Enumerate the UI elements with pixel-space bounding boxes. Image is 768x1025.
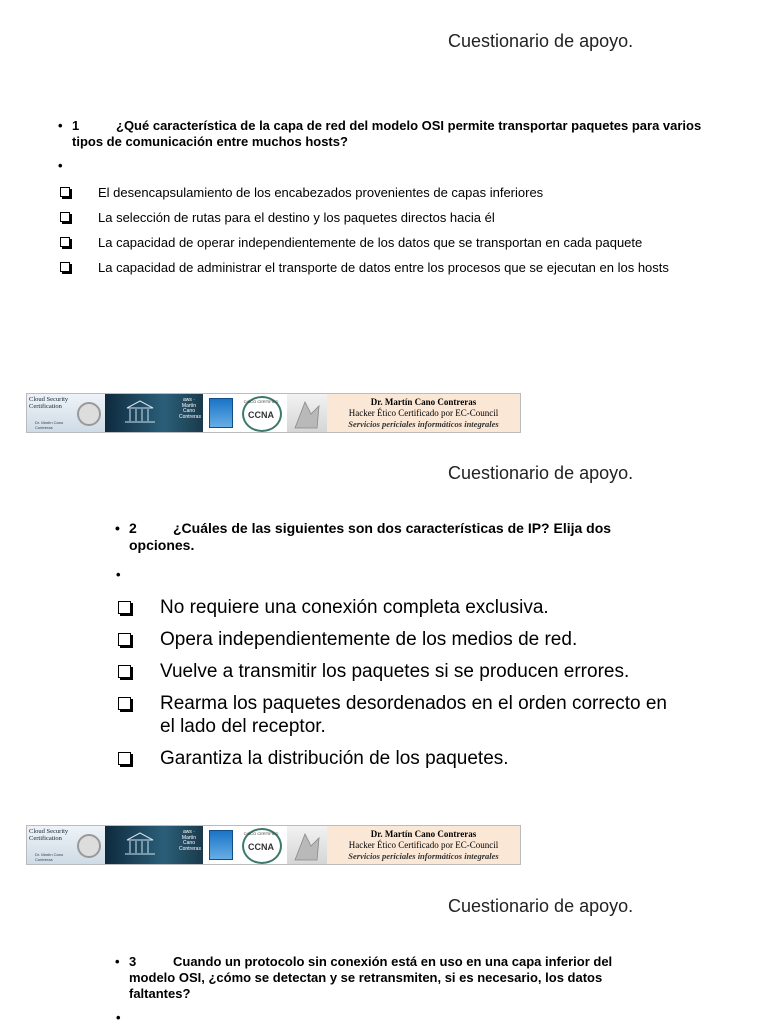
slide-title: Cuestionario de apoyo. (448, 31, 634, 51)
question-number: 2 (129, 520, 137, 536)
cert-name: Dr. Martín Cano (35, 852, 64, 857)
cert-badge (203, 826, 239, 864)
bullet: • (58, 118, 63, 133)
wizard-image (287, 394, 327, 432)
ccna-text: CCNA (248, 410, 274, 420)
slide-title: Cuestionario de apoyo. (448, 896, 634, 916)
ec-council-logo (105, 826, 203, 864)
options-list (60, 184, 720, 284)
option-5[interactable] (118, 747, 678, 770)
author-banner (26, 393, 521, 433)
empty-bullet: • (116, 1010, 121, 1025)
option-text: Garantiza la distribución de los paquetes. (160, 748, 509, 769)
checkbox-icon[interactable] (60, 237, 70, 247)
aws-badge: aws · Martín Cano Contreras (179, 829, 201, 852)
question-text: Cuando un protocolo sin conexión está en uso en una capa inferior del modelo OSI, ¿cómo se detectan y se retransmiten, si es necesario, los datos faltantes? (129, 954, 613, 1001)
ccna-logo (239, 394, 287, 432)
wizard-image (287, 826, 327, 864)
empty-bullet: • (116, 567, 121, 582)
cert-name: Contreras (35, 856, 53, 862)
option-text: La capacidad de administrar el transporte de datos entre los procesos que se ejecutan en los hosts (98, 260, 669, 275)
cert-line: Certification (29, 835, 62, 842)
author-name: Dr. Martín Cano Contreras (370, 397, 477, 407)
aws-badge: aws · Martín Cano Contreras (179, 397, 201, 420)
question-2 (115, 520, 649, 554)
author-name: Dr. Martín Cano Contreras (370, 829, 477, 839)
cert-badge (203, 394, 239, 432)
option-1[interactable] (118, 596, 678, 619)
question-text: ¿Cuáles de las siguientes son dos características de IP? Elija dos opciones. (129, 520, 612, 553)
option-text: El desencapsulamiento de los encabezados provenientes de capas inferiores (98, 185, 544, 200)
option-text: Rearma los paquetes desordenados en el orden correcto en el lado del receptor. (160, 693, 667, 737)
option-1[interactable] (60, 184, 720, 201)
checkbox-icon[interactable] (118, 601, 131, 614)
question-3 (115, 954, 649, 1002)
empty-bullet: • (58, 158, 63, 173)
option-4[interactable] (60, 259, 720, 276)
option-text: Opera independientemente de los medios de red. (160, 629, 578, 650)
checkbox-icon[interactable] (118, 665, 131, 678)
author-info (327, 826, 520, 864)
cert-name: Dr. Martín Cano (35, 420, 64, 425)
checkbox-icon[interactable] (118, 633, 131, 646)
option-text: La selección de rutas para el destino y los paquetes directos hacia él (98, 210, 495, 225)
cloud-security-badge (27, 394, 105, 432)
checkbox-icon[interactable] (118, 752, 131, 765)
ccna-logo (239, 826, 287, 864)
option-text: No requiere una conexión completa exclusiva. (160, 597, 549, 618)
question-number: 1 (72, 118, 80, 133)
wizard-icon (287, 826, 327, 864)
author-banner (26, 825, 521, 865)
cert-line: Certification (29, 403, 62, 410)
author-services: Servicios periciales informáticos integrales (348, 851, 499, 861)
ccna-certified: CISCO CERTIFIED (243, 831, 279, 836)
author-title: Hacker Ético Certificado por EC-Council (348, 840, 499, 850)
option-text: Vuelve a transmitir los paquetes si se producen errores. (160, 661, 630, 682)
bullet: • (115, 954, 120, 969)
question-number: 3 (129, 954, 137, 969)
seal-icon (77, 834, 101, 858)
question-text: ¿Qué característica de la capa de red del modelo OSI permite transportar paquetes para varios tipos de comunicación entre muchos hosts? (72, 118, 702, 149)
option-2[interactable] (60, 209, 720, 226)
author-title: Hacker Ético Certificado por EC-Council (348, 408, 499, 418)
ec-council-logo (105, 394, 203, 432)
checkbox-icon[interactable] (60, 187, 70, 197)
seal-icon (77, 402, 101, 426)
options-list (118, 596, 678, 779)
option-3[interactable] (60, 234, 720, 251)
option-3[interactable] (118, 660, 678, 683)
cert-line: Cloud Security (29, 828, 69, 835)
ccna-text: CCNA (248, 842, 274, 852)
checkbox-icon[interactable] (118, 697, 131, 710)
wizard-icon (287, 394, 327, 432)
cert-line: Cloud Security (29, 396, 69, 403)
option-text: La capacidad de operar independientemente de los datos que se transportan en cada paquete (98, 235, 643, 250)
author-info (327, 394, 520, 432)
checkbox-icon[interactable] (60, 262, 70, 272)
cert-name: Contreras (35, 424, 53, 430)
option-4[interactable] (118, 692, 678, 738)
ccna-certified: CISCO CERTIFIED (243, 399, 279, 404)
author-services: Servicios periciales informáticos integrales (348, 419, 499, 429)
cloud-security-badge (27, 826, 105, 864)
question-1 (58, 118, 732, 150)
checkbox-icon[interactable] (60, 212, 70, 222)
slide-title: Cuestionario de apoyo. (448, 463, 634, 483)
bullet: • (115, 520, 120, 536)
option-2[interactable] (118, 628, 678, 651)
